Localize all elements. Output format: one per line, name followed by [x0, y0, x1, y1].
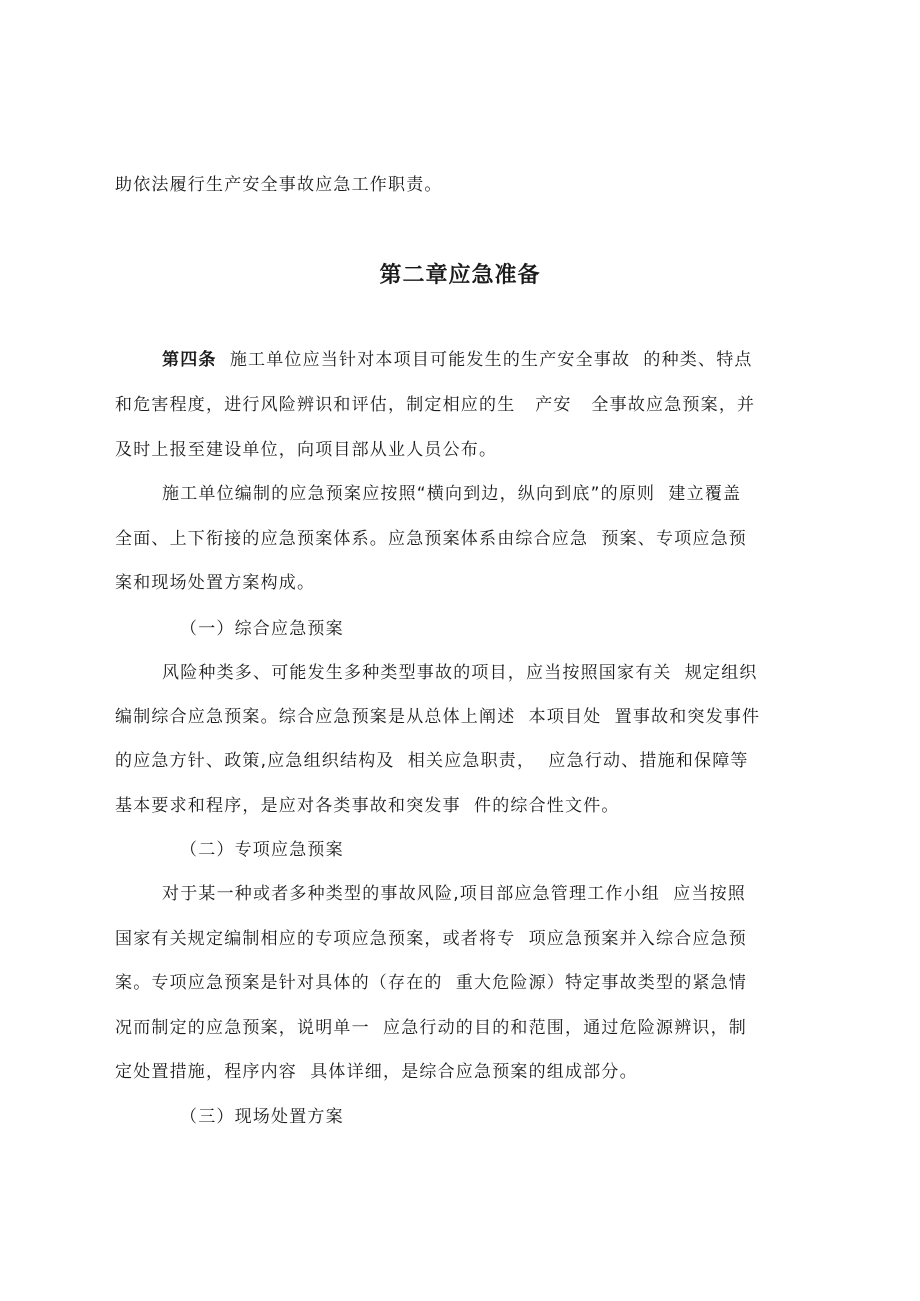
section-heading-3: （三）现场处置方案 [180, 1107, 344, 1127]
paragraph-line: 案和现场处置方案构成。 [115, 573, 316, 593]
paragraph-line: 风险种类多、可能发生多种类型事故的项目，应当按照国家有关 规定组织 [162, 663, 758, 683]
paragraph-line: 的应急方针、政策,应急组织结构及 相关应急职责， 应急行动、措施和保障等 [115, 751, 749, 771]
paragraph-line: 及时上报至建设单位，向项目部从业人员公布。 [115, 440, 498, 460]
paragraph-line: 和危害程度，进行风险辨识和评估，制定相应的生 产安 全事故应急预案，并 [115, 395, 756, 415]
chapter-heading: 第二章应急准备 [379, 263, 541, 288]
article-first-line [162, 348, 753, 372]
paragraph-line: 施工单位编制的应急预案应按照“横向到边，纵向到底”的原则 建立覆盖 [162, 484, 742, 504]
paragraph-line: 全面、上下衔接的应急预案体系。应急预案体系由综合应急 预案、专项应急预 [115, 529, 748, 549]
section-heading-1: （一）综合应急预案 [180, 619, 344, 639]
paragraph-line: 国家有关规定编制相应的专项应急预案，或者将专 项应急预案并入综合应急预 [115, 929, 748, 949]
article-text: 施工单位应当针对本项目可能发生的生产安全事故 的种类、特点 [216, 350, 753, 370]
paragraph-line: 助依法履行生产安全事故应急工作职责。 [115, 175, 443, 195]
paragraph-line: 对于某一种或者多种类型的事故风险,项目部应急管理工作小组 应当按照 [162, 884, 747, 904]
paragraph-line: 定处置措施，程序内容 具体详细，是综合应急预案的组成部分。 [115, 1062, 638, 1082]
section-heading-2: （二）专项应急预案 [180, 840, 344, 860]
paragraph-line: 编制综合应急预案。综合应急预案是从总体上阐述 本项目处 置事故和突发事件 [115, 707, 761, 727]
paragraph-line: 况而制定的应急预案，说明单一 应急行动的目的和范围，通过危险源辨识，制 [115, 1018, 748, 1038]
article-label: 第四条 [162, 350, 217, 370]
paragraph-line: 案。专项应急预案是针对具体的（存在的 重大危险源）特定事故类型的紧急情 [115, 973, 748, 993]
paragraph-line: 基本要求和程序，是应对各类事故和突发事 件的综合性文件。 [115, 796, 620, 816]
